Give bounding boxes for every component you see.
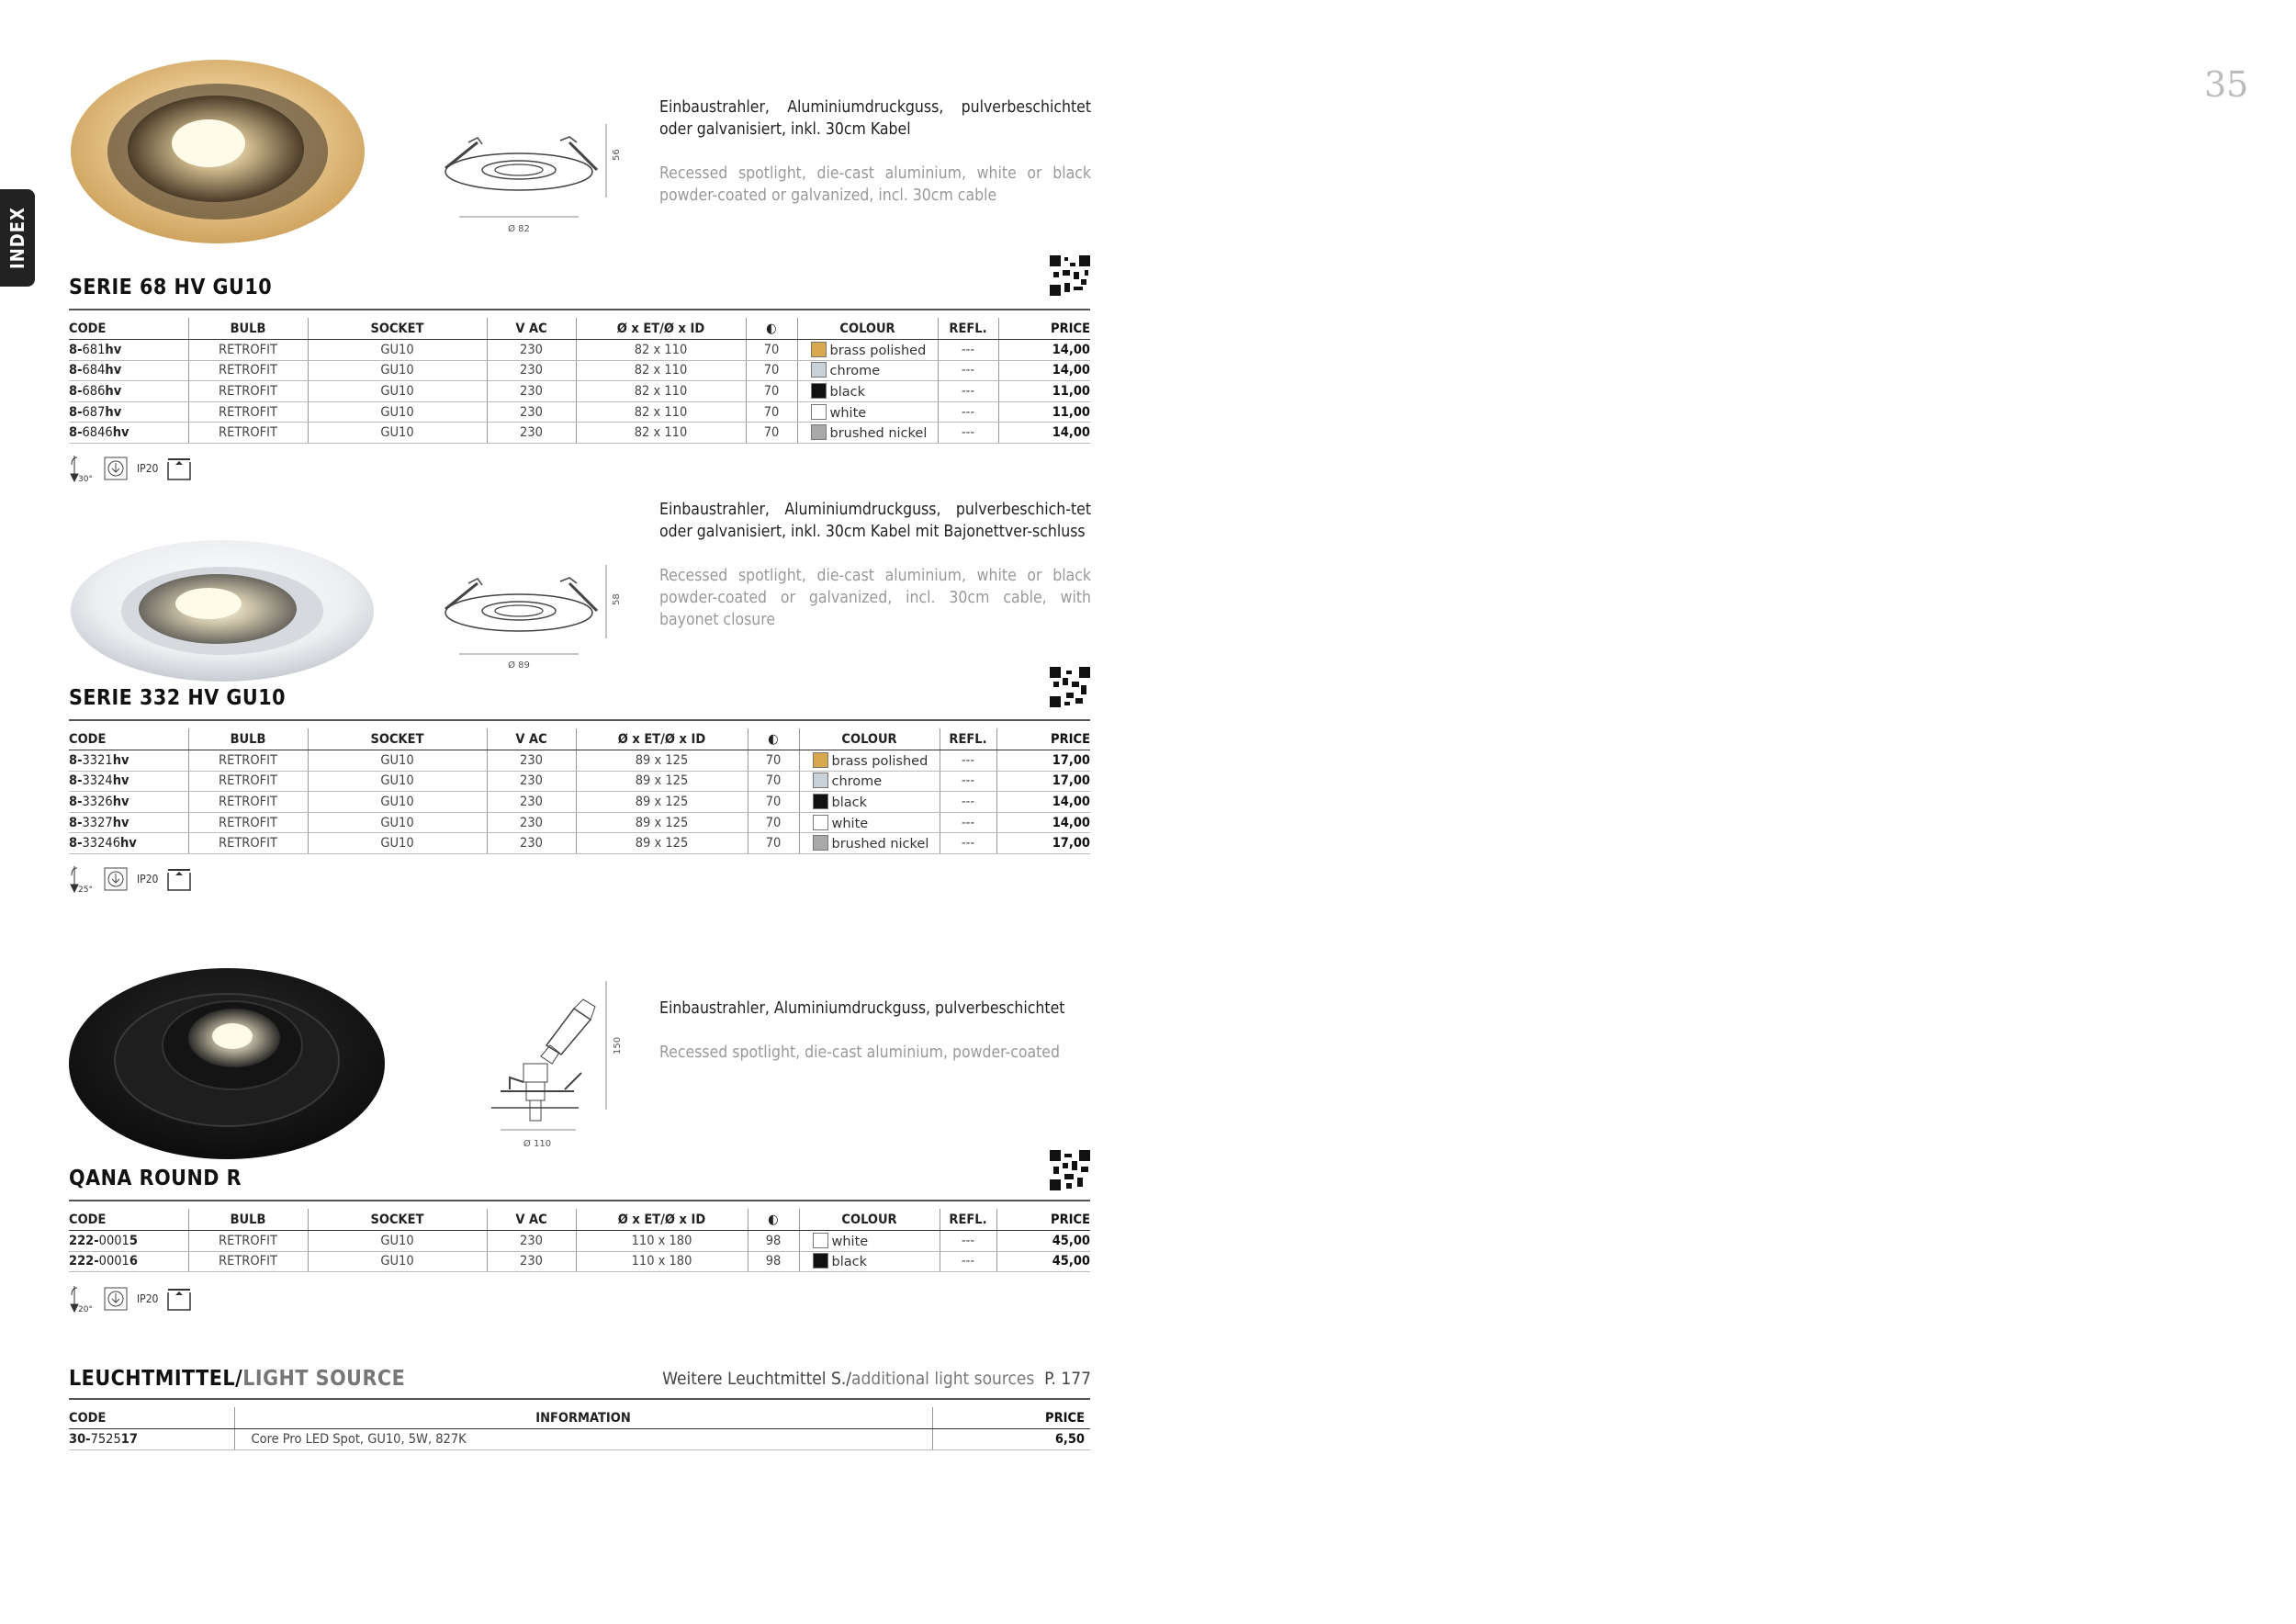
price-cell: 17,00 [996, 771, 1090, 792]
refl-cell: --- [940, 833, 996, 854]
bulb-cell: RETROFIT [188, 812, 308, 833]
qr-code[interactable] [1050, 1150, 1090, 1190]
col-refl: REFL. [940, 728, 996, 750]
colour-cell [797, 360, 938, 381]
colour-label: chrome [829, 364, 881, 379]
col-price: PRICE [932, 1407, 1090, 1429]
col-colour: COLOUR [797, 318, 938, 340]
cutout-cell: 98 [748, 1231, 799, 1252]
price-cell: 11,00 [998, 401, 1090, 423]
col-vac: V AC [487, 318, 576, 340]
description [659, 499, 1091, 631]
svg-text:30°: 30° [78, 475, 93, 483]
beam-angle-icon [69, 454, 95, 483]
bulb-cell: RETROFIT [188, 360, 308, 381]
cutout-cell: 70 [746, 423, 797, 444]
vac-cell: 230 [487, 750, 576, 772]
colour-cell [797, 381, 938, 402]
product-photo-white [69, 537, 377, 684]
table-row [69, 1429, 1090, 1450]
colour-label: brushed nickel [831, 837, 929, 852]
colour-swatch [811, 404, 827, 420]
vac-cell: 230 [487, 771, 576, 792]
col-cutout-icon: ◐ [748, 728, 799, 750]
table-row [69, 1251, 1090, 1272]
colour-swatch [811, 342, 827, 357]
refl-cell: --- [938, 381, 998, 402]
bulb-cell: RETROFIT [188, 423, 308, 444]
col-code: CODE [69, 318, 188, 340]
colour-swatch [813, 835, 828, 851]
socket-cell: GU10 [308, 812, 487, 833]
colour-label: chrome [831, 774, 883, 790]
code-cell: 30-752517 [69, 1429, 234, 1450]
col-bulb: BULB [188, 318, 308, 340]
dimensions-cell: 110 x 180 [576, 1251, 748, 1272]
diameter-label: Ø 89 [508, 660, 530, 671]
vac-cell: 230 [487, 401, 576, 423]
dimension-drawing [473, 972, 684, 1156]
socket-cell: GU10 [308, 401, 487, 423]
cutout-cell: 70 [746, 340, 797, 361]
col-colour: COLOUR [799, 728, 940, 750]
ip-rating: IP20 [137, 873, 159, 885]
colour-label: brass polished [829, 343, 927, 358]
price-cell: 45,00 [996, 1231, 1090, 1252]
diameter-label: Ø 110 [523, 1139, 552, 1149]
socket-cell: GU10 [308, 1251, 487, 1272]
class-ii-icon [104, 457, 128, 480]
code-cell: 8-3326hv [69, 792, 188, 813]
cutout-cell: 70 [748, 833, 799, 854]
col-colour: COLOUR [799, 1209, 940, 1231]
colour-swatch [811, 383, 827, 399]
col-price: PRICE [996, 728, 1090, 750]
spec-table [69, 1209, 1090, 1272]
index-tab-label: INDEX [6, 207, 28, 269]
description [659, 998, 1091, 1064]
price-cell: 14,00 [998, 340, 1090, 361]
vac-cell: 230 [487, 340, 576, 361]
code-cell: 222-00016 [69, 1251, 188, 1272]
code-cell: 8-684hv [69, 360, 188, 381]
price-cell: 17,00 [996, 750, 1090, 772]
dimensions-cell: 82 x 110 [576, 423, 746, 444]
vac-cell: 230 [487, 360, 576, 381]
product-title: SERIE 68 HV GU10 [69, 276, 273, 299]
col-refl: REFL. [938, 318, 998, 340]
colour-swatch [813, 815, 828, 830]
beam-angle-icon [69, 1284, 95, 1314]
price-cell: 6,50 [932, 1429, 1090, 1450]
refl-cell: --- [938, 423, 998, 444]
refl-cell: --- [940, 1251, 996, 1272]
svg-text:25°: 25° [78, 885, 93, 894]
table-row [69, 423, 1090, 444]
colour-swatch [813, 773, 828, 788]
colour-label: white [831, 816, 869, 831]
colour-cell [799, 771, 940, 792]
svg-text:20°: 20° [78, 1305, 93, 1314]
colour-cell [797, 340, 938, 361]
table-row [69, 1231, 1090, 1252]
col-price: PRICE [998, 318, 1090, 340]
class-ii-icon [104, 867, 128, 891]
spec-table [69, 318, 1090, 444]
information-cell: Core Pro LED Spot, GU10, 5W, 827K [234, 1429, 932, 1450]
ip-rating: IP20 [137, 1292, 159, 1305]
col-vac: V AC [487, 1209, 576, 1231]
refl-cell: --- [938, 340, 998, 361]
page-number: 35 [2204, 64, 2249, 105]
price-cell: 45,00 [996, 1251, 1090, 1272]
bulb-cell: RETROFIT [188, 340, 308, 361]
beam-angle-icon [69, 864, 95, 894]
feature-icons [69, 864, 191, 894]
col-dimensions: Ø x ET/Ø x ID [576, 1209, 748, 1231]
socket-cell: GU10 [308, 771, 487, 792]
product-title: QANA ROUND R [69, 1167, 242, 1190]
recessed-mount-icon [167, 457, 191, 480]
description-en: Recessed spotlight, die-cast aluminium, white or black powder-coated or galvanized, incl. 30cm cable [659, 164, 1091, 205]
colour-swatch [813, 794, 828, 809]
product-title: SERIE 332 HV GU10 [69, 686, 287, 710]
cutout-cell: 70 [746, 360, 797, 381]
socket-cell: GU10 [308, 833, 487, 854]
col-bulb: BULB [188, 728, 308, 750]
description-en: Recessed spotlight, die-cast aluminium, powder-coated [659, 1043, 1060, 1062]
table-header-row [69, 318, 1090, 340]
price-cell: 17,00 [996, 833, 1090, 854]
colour-cell [799, 750, 940, 772]
dimensions-cell: 89 x 125 [576, 792, 748, 813]
col-code: CODE [69, 728, 188, 750]
bulb-cell: RETROFIT [188, 750, 308, 772]
col-code: CODE [69, 1407, 234, 1429]
dimensions-cell: 82 x 110 [576, 381, 746, 402]
colour-cell [797, 423, 938, 444]
refl-cell: --- [940, 812, 996, 833]
dimensions-cell: 89 x 125 [576, 833, 748, 854]
price-cell: 14,00 [998, 360, 1090, 381]
code-cell: 8-33246hv [69, 833, 188, 854]
bulb-cell: RETROFIT [188, 792, 308, 813]
refl-cell: --- [940, 792, 996, 813]
product-section-serie-68 [69, 55, 1091, 483]
colour-label: white [829, 405, 867, 421]
vac-cell: 230 [487, 1231, 576, 1252]
bulb-cell: RETROFIT [188, 381, 308, 402]
socket-cell: GU10 [308, 423, 487, 444]
col-socket: SOCKET [308, 318, 487, 340]
refl-cell: --- [940, 750, 996, 772]
colour-swatch [811, 424, 827, 440]
code-cell: 8-681hv [69, 340, 188, 361]
bulb-cell: RETROFIT [188, 1231, 308, 1252]
product-section-serie-332 [69, 499, 1090, 894]
dimensions-cell: 89 x 125 [576, 812, 748, 833]
dimensions-cell: 110 x 180 [576, 1231, 748, 1252]
code-cell: 8-6846hv [69, 423, 188, 444]
recessed-mount-icon [167, 1287, 191, 1311]
refl-cell: --- [938, 401, 998, 423]
col-refl: REFL. [940, 1209, 996, 1231]
vac-cell: 230 [487, 833, 576, 854]
refl-cell: --- [940, 771, 996, 792]
colour-swatch [811, 362, 827, 378]
light-source-title: LEUCHTMITTEL/LIGHT SOURCE [69, 1367, 406, 1391]
bulb-cell: RETROFIT [188, 771, 308, 792]
colour-swatch [813, 1253, 828, 1269]
socket-cell: GU10 [308, 1231, 487, 1252]
feature-icons [69, 1284, 191, 1314]
height-label: 56 [612, 149, 622, 161]
ip-rating: IP20 [137, 462, 159, 475]
col-cutout-icon: ◐ [746, 318, 797, 340]
socket-cell: GU10 [308, 792, 487, 813]
colour-swatch [813, 1233, 828, 1248]
colour-cell [799, 1231, 940, 1252]
vac-cell: 230 [487, 381, 576, 402]
table-row [69, 750, 1090, 772]
vac-cell: 230 [487, 423, 576, 444]
dimensions-cell: 89 x 125 [576, 750, 748, 772]
bulb-cell: RETROFIT [188, 401, 308, 423]
description-en: Recessed spotlight, die-cast aluminium, white or black powder-coated or galvanized, incl. 30cm cable, with bayonet closure [659, 567, 1091, 629]
table-row [69, 401, 1090, 423]
colour-label: black [831, 1255, 867, 1270]
table-header-row [69, 728, 1090, 750]
socket-cell: GU10 [308, 340, 487, 361]
code-cell: 8-3327hv [69, 812, 188, 833]
table-row [69, 792, 1090, 813]
code-cell: 8-687hv [69, 401, 188, 423]
cutout-cell: 70 [746, 381, 797, 402]
colour-cell [799, 792, 940, 813]
price-cell: 14,00 [996, 812, 1090, 833]
col-dimensions: Ø x ET/Ø x ID [576, 318, 746, 340]
feature-icons [69, 454, 191, 483]
colour-label: black [831, 795, 867, 810]
col-vac: V AC [487, 728, 576, 750]
vac-cell: 230 [487, 1251, 576, 1272]
col-socket: SOCKET [308, 1209, 487, 1231]
dimension-drawing [422, 124, 634, 234]
socket-cell: GU10 [308, 360, 487, 381]
col-cutout-icon: ◐ [748, 1209, 799, 1231]
price-cell: 14,00 [998, 423, 1090, 444]
dimensions-cell: 89 x 125 [576, 771, 748, 792]
colour-label: white [831, 1234, 869, 1249]
colour-cell [797, 401, 938, 423]
table-row [69, 771, 1090, 792]
colour-cell [799, 1251, 940, 1272]
refl-cell: --- [940, 1231, 996, 1252]
table-row [69, 381, 1090, 402]
description [659, 96, 1091, 207]
cutout-cell: 70 [748, 812, 799, 833]
socket-cell: GU10 [308, 381, 487, 402]
cutout-cell: 70 [748, 771, 799, 792]
description-de: Einbaustrahler, Aluminiumdruckguss, pulverbeschich-tet oder galvanisiert, inkl. 30cm Kabel mit Bajonettver-schluss [659, 501, 1091, 541]
code-cell: 8-686hv [69, 381, 188, 402]
product-photo-brass [69, 55, 372, 248]
table-row [69, 360, 1090, 381]
spec-table [69, 728, 1090, 854]
bulb-cell: RETROFIT [188, 1251, 308, 1272]
dimensions-cell: 82 x 110 [576, 401, 746, 423]
light-source-table [69, 1407, 1090, 1450]
table-header-row [69, 1209, 1090, 1231]
description-de: Einbaustrahler, Aluminiumdruckguss, pulverbeschichtet oder galvanisiert, inkl. 30cm Kabel [659, 98, 1091, 139]
cutout-cell: 98 [748, 1251, 799, 1272]
code-cell: 222-00015 [69, 1231, 188, 1252]
light-source-reference: Weitere Leuchtmittel S./additional light sources P. 177 [662, 1369, 1091, 1389]
colour-label: brass polished [831, 753, 929, 769]
vac-cell: 230 [487, 812, 576, 833]
table-row [69, 833, 1090, 854]
cutout-cell: 70 [746, 401, 797, 423]
col-price: PRICE [996, 1209, 1090, 1231]
price-cell: 11,00 [998, 381, 1090, 402]
recessed-mount-icon [167, 867, 191, 891]
col-code: CODE [69, 1209, 188, 1231]
col-information: INFORMATION [234, 1407, 932, 1429]
cutout-cell: 70 [748, 750, 799, 772]
product-photo-black [69, 963, 390, 1165]
code-cell: 8-3321hv [69, 750, 188, 772]
description-de: Einbaustrahler, Aluminiumdruckguss, pulverbeschichtet [659, 999, 1065, 1018]
bulb-cell: RETROFIT [188, 833, 308, 854]
vac-cell: 230 [487, 792, 576, 813]
table-row [69, 340, 1090, 361]
qr-code[interactable] [1050, 255, 1090, 296]
price-cell: 14,00 [996, 792, 1090, 813]
col-dimensions: Ø x ET/Ø x ID [576, 728, 748, 750]
class-ii-icon [104, 1287, 128, 1311]
code-cell: 8-3324hv [69, 771, 188, 792]
colour-label: black [829, 384, 865, 400]
table-row [69, 812, 1090, 833]
height-label: 58 [612, 593, 622, 605]
colour-label: brushed nickel [829, 426, 928, 442]
refl-cell: --- [938, 360, 998, 381]
dimension-drawing [422, 565, 634, 671]
height-label: 150 [613, 1036, 623, 1054]
dimensions-cell: 82 x 110 [576, 360, 746, 381]
product-section-qana-round [69, 955, 1090, 1323]
colour-cell [799, 833, 940, 854]
socket-cell: GU10 [308, 750, 487, 772]
colour-cell [799, 812, 940, 833]
col-socket: SOCKET [308, 728, 487, 750]
qr-code[interactable] [1050, 667, 1090, 707]
dimensions-cell: 82 x 110 [576, 340, 746, 361]
table-header-row [69, 1407, 1090, 1429]
diameter-label: Ø 82 [508, 224, 530, 234]
colour-swatch [813, 752, 828, 768]
index-tab[interactable] [0, 189, 35, 287]
col-bulb: BULB [188, 1209, 308, 1231]
cutout-cell: 70 [748, 792, 799, 813]
